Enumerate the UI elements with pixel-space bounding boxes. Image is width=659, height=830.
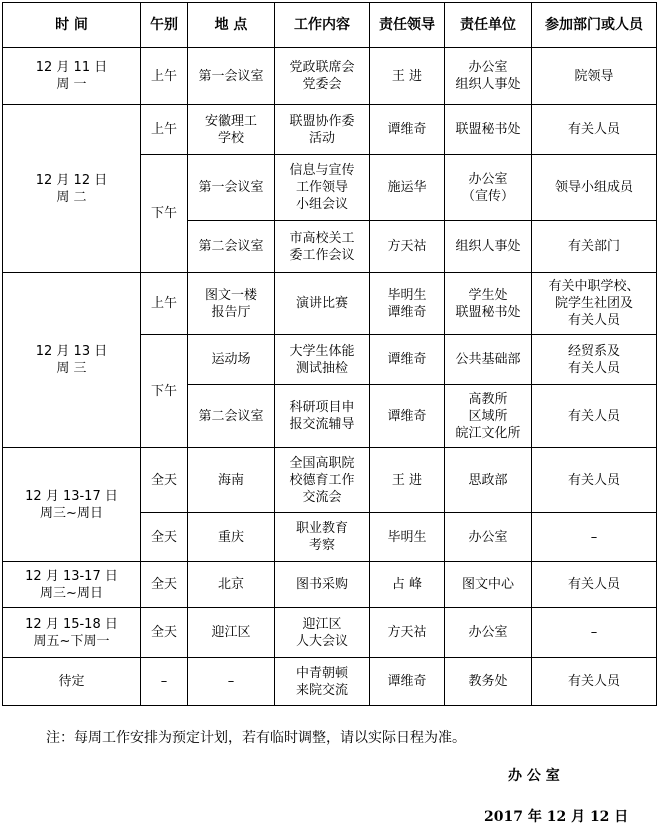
header-row — [3, 3, 657, 48]
leader-cell: 谭维奇 — [370, 335, 445, 385]
location-cell: 重庆 — [188, 513, 275, 562]
leader-cell: 王 进 — [370, 48, 445, 105]
work-cell: 全国高职院 校德育工作 交流会 — [275, 448, 370, 513]
unit-cell: 办公室 组织人事处 — [445, 48, 532, 105]
header-leader: 责任领导 — [370, 3, 445, 48]
unit-cell: 高教所 区域所 皖江文化所 — [445, 385, 532, 448]
location-cell: 图文一楼 报告厅 — [188, 273, 275, 335]
unit-cell: 办公室 — [445, 608, 532, 658]
footer-note: 注：每周工作安排为预定计划，若有临时调整，请以实际日程为准。 — [46, 730, 466, 746]
schedule-table — [2, 2, 657, 706]
table-row — [3, 608, 657, 658]
location-cell: 海南 — [188, 448, 275, 513]
work-cell: 联盟协作委 活动 — [275, 105, 370, 155]
header-unit: 责任单位 — [445, 3, 532, 48]
work-cell: 党政联席会 党委会 — [275, 48, 370, 105]
attendees-cell: – — [532, 513, 657, 562]
period-cell: 全天 — [141, 608, 188, 658]
table-row — [3, 562, 657, 608]
attendees-cell: 有关人员 — [532, 105, 657, 155]
leader-cell: 王 进 — [370, 448, 445, 513]
date-cell: 12 月 11 日 周 一 — [3, 48, 141, 105]
header-location: 地 点 — [188, 3, 275, 48]
location-cell: 迎江区 — [188, 608, 275, 658]
unit-cell: 学生处 联盟秘书处 — [445, 273, 532, 335]
location-cell: – — [188, 658, 275, 706]
leader-cell: 占 峰 — [370, 562, 445, 608]
period-cell: 全天 — [141, 448, 188, 513]
date-cell: 12 月 13-17 日 周三~周日 — [3, 562, 141, 608]
work-cell: 职业教育 考察 — [275, 513, 370, 562]
period-cell: 下午 — [141, 155, 188, 273]
attendees-cell: 领导小组成员 — [532, 155, 657, 221]
attendees-cell: – — [532, 608, 657, 658]
location-cell: 北京 — [188, 562, 275, 608]
header-time: 时 间 — [3, 3, 141, 48]
location-cell: 运动场 — [188, 335, 275, 385]
leader-cell: 毕明生 谭维奇 — [370, 273, 445, 335]
leader-cell: 谭维奇 — [370, 105, 445, 155]
attendees-cell: 有关人员 — [532, 658, 657, 706]
period-cell: 全天 — [141, 562, 188, 608]
leader-cell: 毕明生 — [370, 513, 445, 562]
date-cell: 12 月 13 日 周 三 — [3, 273, 141, 448]
location-cell: 第一会议室 — [188, 48, 275, 105]
attendees-cell: 有关部门 — [532, 221, 657, 273]
work-cell: 市高校关工 委工作会议 — [275, 221, 370, 273]
attendees-cell: 有关中职学校、 院学生社团及 有关人员 — [532, 273, 657, 335]
period-cell: 全天 — [141, 513, 188, 562]
unit-cell: 图文中心 — [445, 562, 532, 608]
location-cell: 安徽理工 学校 — [188, 105, 275, 155]
attendees-cell: 有关人员 — [532, 562, 657, 608]
unit-cell: 组织人事处 — [445, 221, 532, 273]
location-cell: 第一会议室 — [188, 155, 275, 221]
work-cell: 信息与宣传 工作领导 小组会议 — [275, 155, 370, 221]
table-row — [3, 658, 657, 706]
header-work: 工作内容 — [275, 3, 370, 48]
work-cell: 图书采购 — [275, 562, 370, 608]
unit-cell: 联盟秘书处 — [445, 105, 532, 155]
date-cell: 12 月 12 日 周 二 — [3, 105, 141, 273]
period-cell: 上午 — [141, 105, 188, 155]
work-cell: 科研项目申 报交流辅导 — [275, 385, 370, 448]
header-period: 午别 — [141, 3, 188, 48]
date-cell: 待定 — [3, 658, 141, 706]
work-cell: 大学生体能 测试抽检 — [275, 335, 370, 385]
leader-cell: 谭维奇 — [370, 658, 445, 706]
date-cell: 12 月 15-18 日 周五~下周一 — [3, 608, 141, 658]
leader-cell: 方天祜 — [370, 221, 445, 273]
unit-cell: 教务处 — [445, 658, 532, 706]
location-cell: 第二会议室 — [188, 221, 275, 273]
table-row — [3, 448, 657, 513]
table-row — [3, 105, 657, 155]
issuing-office: 办 公 室 — [508, 768, 560, 784]
header-attendees: 参加部门或人员 — [532, 3, 657, 48]
unit-cell: 公共基础部 — [445, 335, 532, 385]
period-cell: 下午 — [141, 335, 188, 448]
attendees-cell: 有关人员 — [532, 448, 657, 513]
attendees-cell: 有关人员 — [532, 385, 657, 448]
work-cell: 中青朝顿 来院交流 — [275, 658, 370, 706]
table-row — [3, 48, 657, 105]
period-cell: 上午 — [141, 48, 188, 105]
period-cell: 上午 — [141, 273, 188, 335]
period-cell: – — [141, 658, 188, 706]
leader-cell: 谭维奇 — [370, 385, 445, 448]
work-cell: 演讲比赛 — [275, 273, 370, 335]
attendees-cell: 院领导 — [532, 48, 657, 105]
unit-cell: 办公室 （宣传） — [445, 155, 532, 221]
location-cell: 第二会议室 — [188, 385, 275, 448]
table-row — [3, 273, 657, 335]
leader-cell: 施运华 — [370, 155, 445, 221]
unit-cell: 办公室 — [445, 513, 532, 562]
date-cell: 12 月 13-17 日 周三~周日 — [3, 448, 141, 562]
unit-cell: 思政部 — [445, 448, 532, 513]
attendees-cell: 经贸系及 有关人员 — [532, 335, 657, 385]
leader-cell: 方天祜 — [370, 608, 445, 658]
work-cell: 迎江区 人大会议 — [275, 608, 370, 658]
issue-date: 2017 年 12 月 12 日 — [484, 809, 629, 825]
